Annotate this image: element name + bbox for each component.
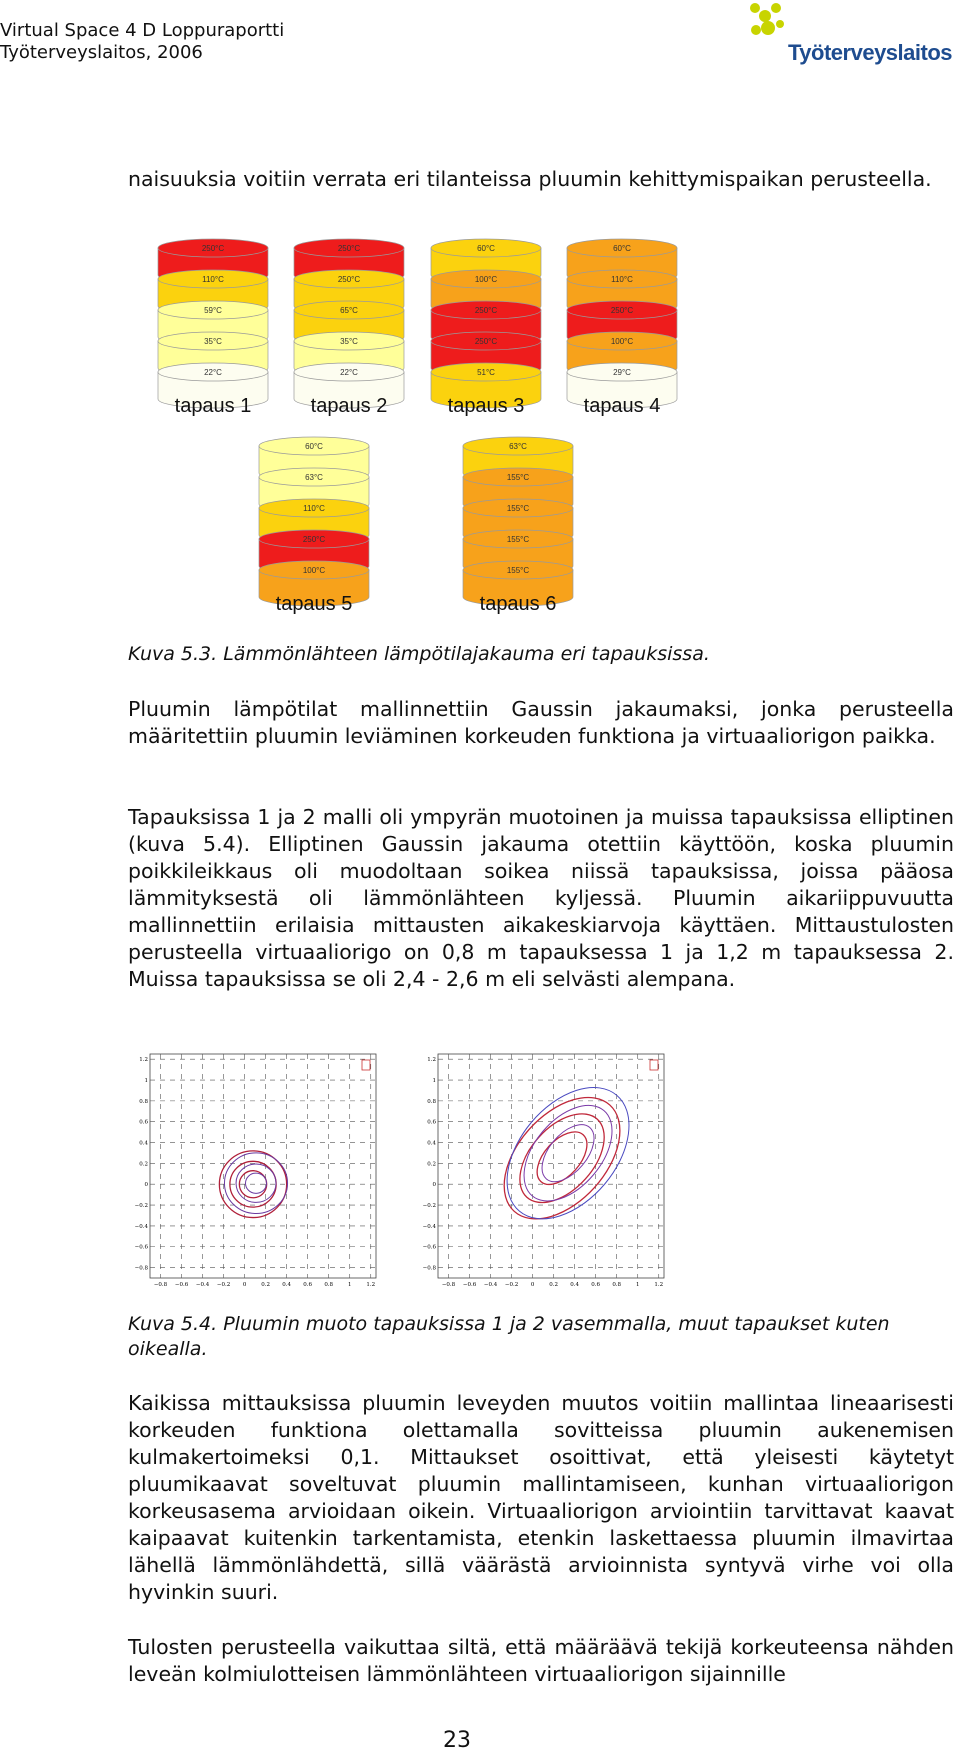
- y-tick-label: −0.2: [422, 1203, 436, 1210]
- x-tick-label: −0.2: [216, 1282, 231, 1288]
- temperature-label: 110°C: [202, 275, 224, 284]
- case-label: tapaus 6: [479, 593, 557, 615]
- temperature-label: 35°C: [204, 337, 222, 346]
- temperature-label: 63°C: [305, 473, 323, 482]
- y-tick-label: −0.6: [134, 1244, 148, 1251]
- y-tick-label: 0.8: [139, 1098, 148, 1105]
- temperature-label: 51°C: [477, 368, 495, 377]
- heat-source-stack-2: [293, 239, 405, 414]
- caption-figure-5-3: Kuva 5.3. Lämmönlähteen lämpötilajakauma eri tapauksissa.: [128, 643, 710, 665]
- logo-text: Työterveyslaitos: [788, 40, 953, 65]
- temperature-label: 155°C: [506, 473, 530, 482]
- heat-source-stack-4: [566, 239, 678, 414]
- y-tick-label: 1: [432, 1078, 436, 1085]
- heat-source-stack-6: [462, 437, 574, 612]
- temperature-label: 59°C: [204, 306, 222, 315]
- temperature-label: 60°C: [613, 244, 631, 253]
- header-org-year: Työterveyslaitos, 2006: [0, 42, 203, 63]
- x-tick-label: −0.8: [153, 1282, 168, 1288]
- temperature-label: 100°C: [474, 275, 498, 284]
- temperature-label: 60°C: [477, 244, 495, 253]
- temperature-label: 155°C: [506, 504, 530, 513]
- x-tick-label: −0.8: [441, 1282, 456, 1288]
- caption-figure-5-4: Kuva 5.4. Pluumin muoto tapauksissa 1 ja 2 vasemmalla, muut tapaukset kuten oikealla.: [128, 1313, 890, 1360]
- y-tick-label: 0.2: [427, 1161, 436, 1168]
- report-header: [0, 20, 284, 64]
- temperature-label: 250°C: [337, 275, 361, 284]
- case-label: tapaus 1: [174, 395, 252, 417]
- temperature-label: 63°C: [509, 442, 527, 451]
- y-tick-label: −0.2: [134, 1203, 148, 1210]
- temperature-label: 155°C: [506, 535, 530, 544]
- y-tick-label: 0.6: [139, 1119, 148, 1126]
- temperature-label: 35°C: [340, 337, 358, 346]
- header-title: Virtual Space 4 D Loppuraportti: [0, 20, 285, 41]
- y-tick-label: −0.8: [134, 1265, 148, 1272]
- x-tick-label: 1.2: [366, 1282, 376, 1288]
- y-tick-label: 1: [144, 1078, 148, 1085]
- x-tick-label: 0.4: [282, 1282, 292, 1288]
- temperature-label: 250°C: [302, 535, 326, 544]
- temperature-label: 100°C: [302, 566, 326, 575]
- temperature-label: 110°C: [303, 504, 325, 513]
- y-tick-label: 1.2: [139, 1057, 148, 1064]
- temperature-label: 22°C: [204, 368, 222, 377]
- x-tick-label: 0.6: [303, 1282, 313, 1288]
- y-tick-label: 0: [144, 1182, 148, 1189]
- y-tick-label: −0.6: [422, 1244, 436, 1251]
- temperature-label: 60°C: [305, 442, 323, 451]
- x-tick-label: 1: [635, 1282, 640, 1288]
- case-label: tapaus 5: [275, 593, 353, 615]
- x-tick-label: 0.8: [612, 1282, 622, 1288]
- x-tick-label: 0: [530, 1282, 535, 1288]
- x-tick-label: 0.6: [591, 1282, 601, 1288]
- x-tick-label: 0.8: [324, 1282, 334, 1288]
- x-tick-label: −0.4: [483, 1282, 498, 1288]
- temperature-label: 110°C: [611, 275, 633, 284]
- temperature-label: 22°C: [340, 368, 358, 377]
- x-tick-label: 1: [347, 1282, 352, 1288]
- paragraph-gaussian: Pluumin lämpötilat mallinnettiin Gaussin jakaumaksi, jonka perusteella määritettiin pluumin leviäminen korkeuden funktiona ja virtuaaliorigon paikka.: [128, 697, 954, 748]
- x-tick-label: 0.2: [261, 1282, 271, 1288]
- y-tick-label: −0.8: [422, 1265, 436, 1272]
- x-tick-label: −0.6: [174, 1282, 189, 1288]
- temperature-label: 29°C: [613, 368, 631, 377]
- heat-source-stack-3: [430, 239, 542, 414]
- paragraph-measurements: Kaikissa mittauksissa pluumin leveyden muutos voitiin mallintaa lineaarisesti korkeuden funktiona olettamalla sovitteissa pluumin aukenemisen kulmakertoimeksi 0,1. Mittaukset osoittivat, että yleisesti käytetyt pluumikaavat soveltuvat pluumin mallintamiseen, kunhan virtuaaliorigon korkeusasema arvioidaan oikein. Virtuaaliorigon arviointiin tarvittavat kaavat kaipaavat kuitenkin tarkentamista, etenkin laskettaessa pluumin ilmavirtaa lähellä lämmönlähdettä, sillä väärästä arvioinnista syntyvä virhe voi olla hyvinkin suuri.: [128, 1391, 954, 1604]
- temperature-label: 65°C: [340, 306, 358, 315]
- case-label: tapaus 4: [583, 395, 661, 417]
- temperature-label: 250°C: [201, 244, 225, 253]
- x-tick-label: 0.2: [549, 1282, 559, 1288]
- temperature-label: 250°C: [474, 306, 498, 315]
- y-tick-label: 0.4: [427, 1140, 436, 1147]
- paragraph-results: Tulosten perusteella vaikuttaa siltä, että määräävä tekijä korkeuteensa nähden leveän kolmiulotteisen lämmönlähteen virtuaaliorigon sijainnille: [128, 1635, 954, 1686]
- x-tick-label: −0.6: [462, 1282, 477, 1288]
- y-tick-label: −0.4: [134, 1223, 148, 1230]
- plume-plot-left: [136, 1050, 394, 1300]
- case-label: tapaus 2: [310, 395, 388, 417]
- paragraph-intro: naisuuksia voitiin verrata eri tilanteissa pluumin kehittymispaikan perusteella.: [128, 167, 932, 191]
- y-tick-label: 0.2: [139, 1161, 148, 1168]
- page-number: 23: [443, 1728, 471, 1753]
- temperature-label: 100°C: [610, 337, 634, 346]
- y-tick-label: 0.6: [427, 1119, 436, 1126]
- y-tick-label: 0.8: [427, 1098, 436, 1105]
- x-tick-label: 0: [242, 1282, 247, 1288]
- y-tick-label: 0: [432, 1182, 436, 1189]
- plume-plot-right: [424, 1050, 682, 1300]
- heat-source-stack-5: [258, 437, 370, 612]
- y-tick-label: 1.2: [427, 1057, 436, 1064]
- temperature-label: 155°C: [506, 566, 530, 575]
- x-tick-label: −0.2: [504, 1282, 519, 1288]
- heat-source-stack-1: [157, 239, 269, 414]
- y-tick-label: 0.4: [139, 1140, 148, 1147]
- case-label: tapaus 3: [447, 395, 525, 417]
- temperature-label: 250°C: [474, 337, 498, 346]
- temperature-label: 250°C: [337, 244, 361, 253]
- temperature-label: 250°C: [610, 306, 634, 315]
- x-tick-label: −0.4: [195, 1282, 210, 1288]
- y-tick-label: −0.4: [422, 1223, 436, 1230]
- paragraph-cases: Tapauksissa 1 ja 2 malli oli ympyrän muotoinen ja muissa tapauksissa elliptinen (kuva 5.4). Elliptinen Gaussin jakauma otettiin käyttöön, koska pluumin poikkileikkaus oli muodoltaan soikea niissä tapauksissa, joissa pääosa lämmityksestä oli lämmönlähteen kyljessä. Pluumin aikariippuvuutta mallinnettiin erilaisia mittausten aikakeskiarvoja käyttäen. Mittaustulosten perusteella virtuaaliorigo on 0,8 m tapauksessa 1 ja 1,2 m tapauksessa 2. Muissa tapauksissa se oli 2,4 - 2,6 m eli selvästi alempana.: [128, 805, 954, 991]
- x-tick-label: 0.4: [570, 1282, 580, 1288]
- x-tick-label: 1.2: [654, 1282, 664, 1288]
